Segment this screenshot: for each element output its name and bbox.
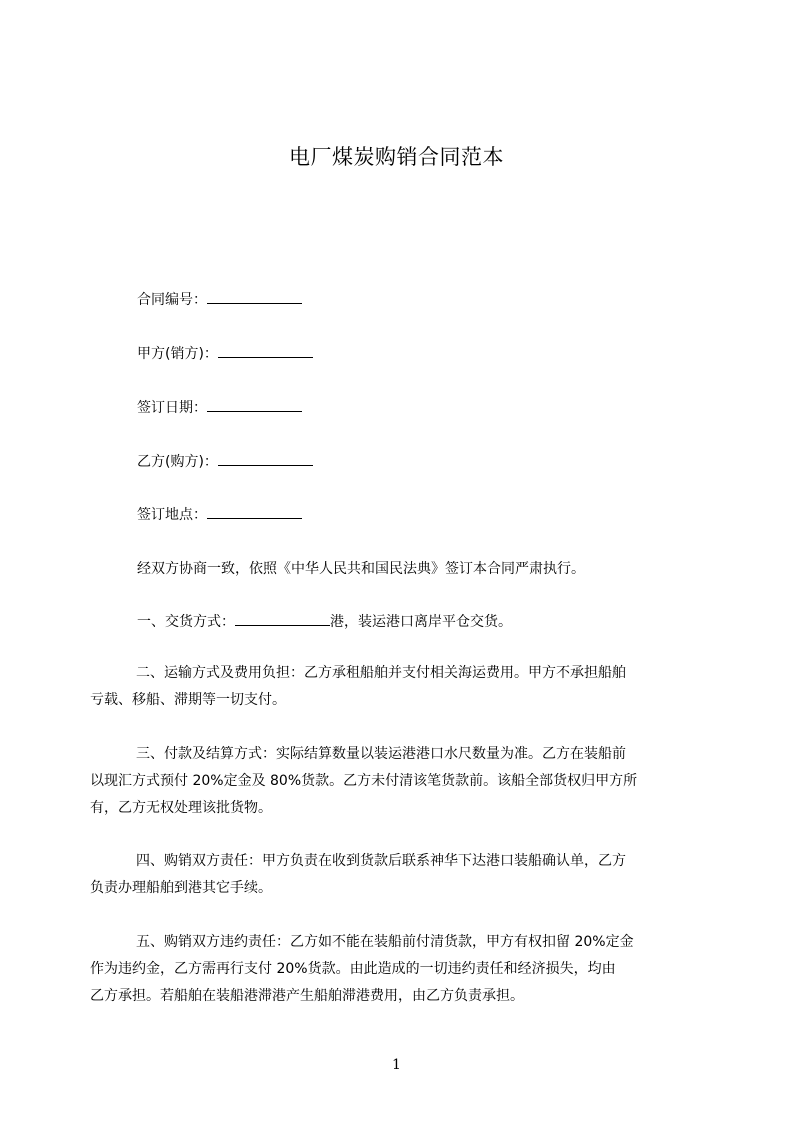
clause-3-line-2: 以现汇方式预付 20%定金及 80%货款。乙方未付清该笔货款前。该船全部货权归甲方所 xyxy=(90,773,638,789)
field-label: 合同编号： xyxy=(137,292,207,308)
clause-2 xyxy=(90,660,702,714)
blank-line xyxy=(218,452,313,466)
document-title: 电厂煤炭购销合同范本 xyxy=(289,145,504,169)
clause-3-line-3: 有，乙方无权处理该批货物。 xyxy=(90,800,272,816)
clause-4-line-1: 四、购销双方责任：甲方负责在收到货款后联系神华下达港口装船确认单，乙方 xyxy=(136,853,626,869)
clause-3-line-1: 三、付款及结算方式：实际结算数量以装运港港口水尺数量为准。乙方在装船前 xyxy=(136,746,626,762)
page-number: 1 xyxy=(392,1057,401,1073)
clause-2-line-1: 二、运输方式及费用负担：乙方承租船舶并支付相关海运费用。甲方不承担船舶 xyxy=(136,665,626,681)
field-label: 乙方(购方)： xyxy=(137,454,218,470)
intro-paragraph: 经双方协商一致，依照《中华人民共和国民法典》签订本合同严肃执行。 xyxy=(137,561,585,577)
clause-4 xyxy=(90,848,702,902)
field-label: 甲方(销方)： xyxy=(137,346,218,362)
blank-line xyxy=(207,505,302,519)
clause-1-suffix: 港，装运港口离岸平仓交货。 xyxy=(330,614,512,630)
blank-line xyxy=(218,344,313,358)
party-b-field xyxy=(137,452,313,472)
clause-5-line-2: 作为违约金，乙方需再行支付 20%货款。由此造成的一切违约责任和经济损失，均由 xyxy=(90,961,616,977)
clause-1 xyxy=(137,612,512,632)
clause-4-line-2: 负责办理船舶到港其它手续。 xyxy=(90,880,272,896)
field-label: 签订地点： xyxy=(137,507,207,523)
clause-5-line-3: 乙方承担。若船舶在装船港滞港产生船舶滞港费用，由乙方负责承担。 xyxy=(90,988,524,1004)
clause-3 xyxy=(90,741,702,822)
contract-number-field xyxy=(137,290,302,310)
blank-line xyxy=(207,290,302,304)
clause-5 xyxy=(90,929,702,1010)
blank-line xyxy=(235,612,330,626)
clause-1-prefix: 一、交货方式： xyxy=(137,614,235,630)
signing-place-field xyxy=(137,505,302,525)
field-label: 签订日期： xyxy=(137,400,207,416)
clause-2-line-2: 亏载、移船、滞期等一切支付。 xyxy=(90,692,286,708)
clause-5-line-1: 五、购销双方违约责任：乙方如不能在装船前付清货款，甲方有权扣留 20%定金 xyxy=(136,934,634,950)
signing-date-field xyxy=(137,398,302,418)
party-a-field xyxy=(137,344,313,364)
blank-line xyxy=(207,398,302,412)
